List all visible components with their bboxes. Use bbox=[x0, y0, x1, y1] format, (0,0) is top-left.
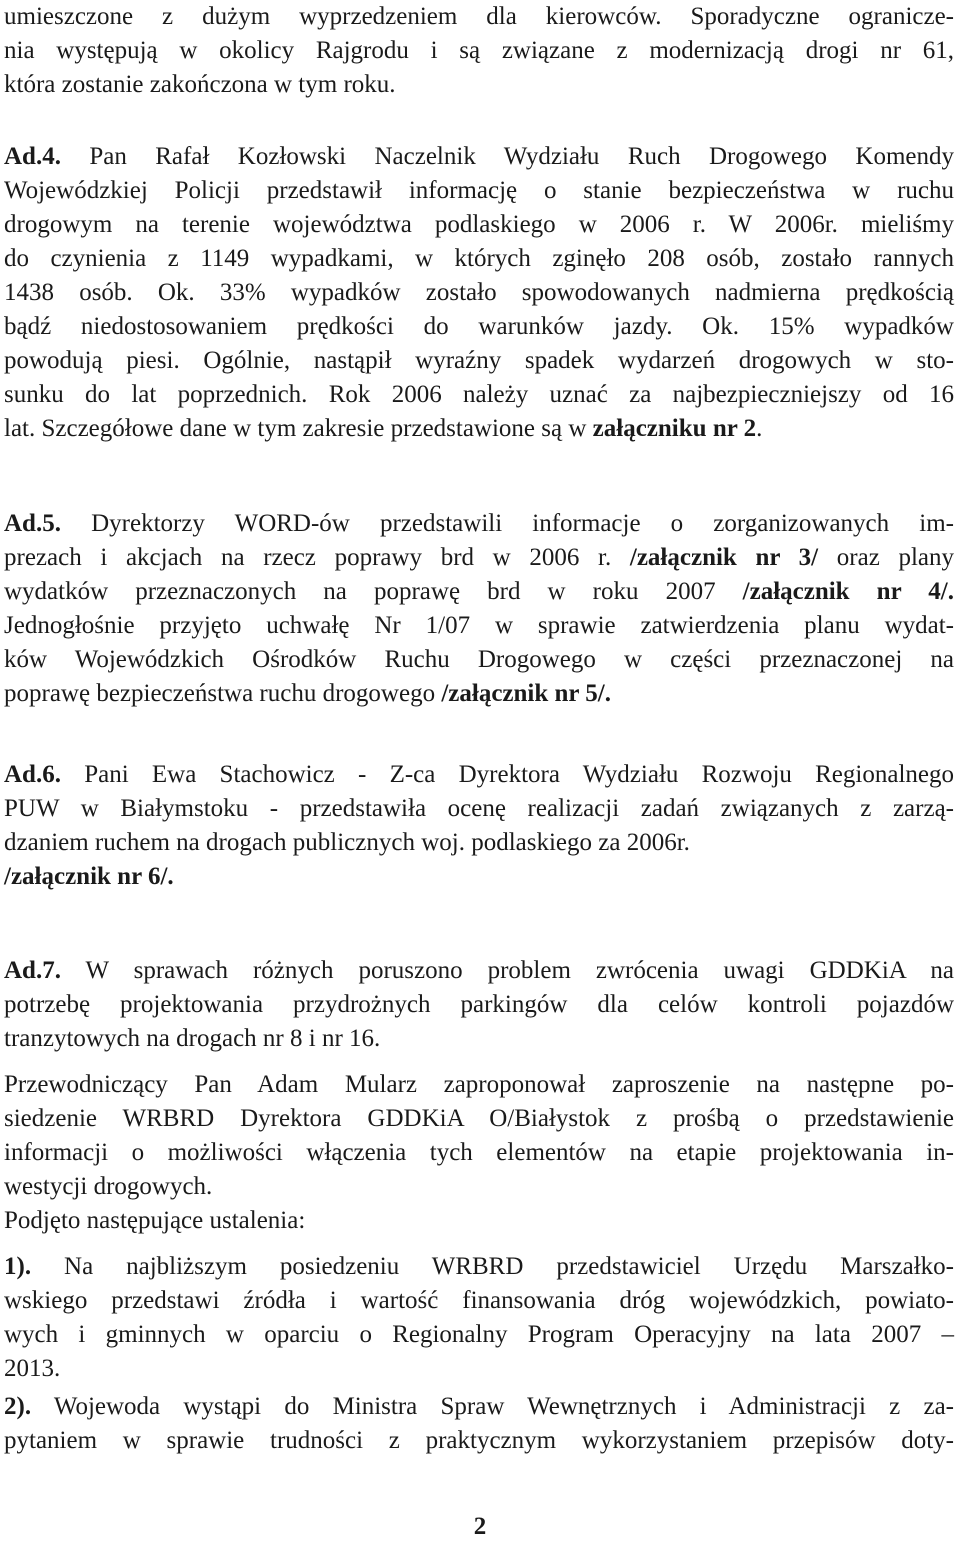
text-line bbox=[4, 1250, 954, 1284]
text-line: tranzytowych na drogach nr 8 i nr 16. bbox=[4, 1025, 381, 1052]
text-line bbox=[4, 758, 954, 792]
attachment-reference: załączniku nr 2 bbox=[592, 415, 757, 442]
text-line: Wojewódzkiej Policji przedstawił informację o stanie bezpieczeństwa w ruchu bbox=[4, 177, 954, 204]
text-line: ków Wojewódzkich Ośrodków Ruchu Drogowego w części przeznaczonej na bbox=[4, 646, 954, 673]
attachment-reference: /załącznik nr 4/. bbox=[742, 578, 954, 605]
section-label: Ad.5. bbox=[4, 510, 61, 537]
attachment-reference: /załącznik nr 6/. bbox=[4, 863, 174, 890]
text-run: Pan Rafał Kozłowski Naczelnik Wydziału Ruch Drogowego Komendy bbox=[60, 143, 954, 170]
text-line: westycji drogowych. bbox=[4, 1173, 213, 1200]
page-number: 2 bbox=[473, 1513, 487, 1540]
text-line: wych i gminnych w oparciu o Regionalny Program Operacyjny na lata 2007 – bbox=[4, 1321, 954, 1348]
text-line: Jednogłośnie przyjęto uchwałę Nr 1/07 w sprawie zatwierdzenia planu wydat- bbox=[4, 612, 954, 639]
text-line: do czynienia z 1149 wypadkami, w których zginęło 208 osób, zostało rannych bbox=[4, 245, 954, 272]
text-line bbox=[4, 507, 954, 541]
item-label: 2). bbox=[4, 1393, 32, 1420]
text-line bbox=[4, 860, 954, 894]
text-line bbox=[4, 1390, 954, 1424]
text-run: wydatków przeznaczonych na poprawę brd w roku 2007 bbox=[4, 578, 743, 605]
ad7-paragraph bbox=[4, 954, 954, 1056]
text-line: 2013. bbox=[4, 1355, 61, 1382]
text-run: Dyrektorzy WORD-ów przedstawili informacje o zorganizowanych im- bbox=[60, 510, 954, 537]
text-line bbox=[4, 954, 954, 988]
section-label: Ad.4. bbox=[4, 143, 61, 170]
text-run: Na najbliższym posiedzeniu WRBRD przedstawiciel Urzędu Marszałko- bbox=[31, 1253, 954, 1280]
text-run: prezach i akcjach na rzecz poprawy brd w 2006 r. bbox=[4, 544, 630, 571]
text-line bbox=[4, 575, 954, 609]
text-line bbox=[4, 140, 954, 174]
text-line: Przewodniczący Pan Adam Mularz zaproponował zaproszenie na następne po- bbox=[4, 1071, 954, 1098]
text-run: W sprawach różnych poruszono problem zwrócenia uwagi GDDKiA na bbox=[60, 957, 954, 984]
text-run: . bbox=[756, 415, 763, 442]
text-line: Podjęto następujące ustalenia: bbox=[4, 1207, 306, 1234]
text-line: 1438 osób. Ok. 33% wypadków zostało spowodowanych nadmierna prędkością bbox=[4, 279, 954, 306]
item-label: 1). bbox=[4, 1253, 32, 1280]
attachment-reference: /załącznik nr 5/. bbox=[441, 680, 612, 707]
text-line: drogowym na terenie województwa podlaskiego w 2006 r. W 2006r. mieliśmy bbox=[4, 211, 954, 238]
attachment-reference: /załącznik nr 3/ bbox=[629, 544, 819, 571]
chairman-paragraph bbox=[4, 1068, 954, 1238]
text-run: Wojewoda wystąpi do Ministra Spraw Wewnętrznych i Administracji z za- bbox=[31, 1393, 954, 1420]
text-run: poprawę bezpieczeństwa ruchu drogowego bbox=[4, 680, 442, 707]
text-line: sunku do lat poprzednich. Rok 2006 należy uznać za najbezpieczniejszy od 16 bbox=[4, 381, 954, 408]
text-line bbox=[4, 541, 954, 575]
text-line: informacji o możliwości włączenia tych elementów na etapie projektowania in- bbox=[4, 1139, 954, 1166]
text-line: potrzebę projektowania przydrożnych parkingów dla celów kontroli pojazdów bbox=[4, 991, 954, 1018]
text-line: powodują piesi. Ogólnie, nastąpił wyraźny spadek wydarzeń drogowych w sto- bbox=[4, 347, 954, 374]
text-line: umieszczone z dużym wyprzedzeniem dla kierowców. Sporadyczne ogranicze- bbox=[4, 3, 954, 30]
text-line bbox=[4, 412, 954, 446]
text-line: PUW w Białymstoku - przedstawiła ocenę realizacji zadań związanych z zarzą- bbox=[4, 795, 954, 822]
text-line: która zostanie zakończona w tym roku. bbox=[4, 71, 396, 98]
text-run: lat. Szczegółowe dane w tym zakresie przedstawione są w bbox=[4, 415, 593, 442]
ad5-paragraph bbox=[4, 507, 954, 711]
resolution-item-1 bbox=[4, 1250, 954, 1386]
resolution-item-2 bbox=[4, 1390, 954, 1458]
section-label: Ad.6. bbox=[4, 761, 61, 788]
section-label: Ad.7. bbox=[4, 957, 61, 984]
text-line: nia występują w okolicy Rajgrodu i są związane z modernizacją drogi nr 61, bbox=[4, 37, 954, 64]
text-line: dzaniem ruchem na drogach publicznych woj. podlaskiego za 2006r. bbox=[4, 829, 690, 856]
intro-paragraph bbox=[4, 0, 954, 102]
ad4-paragraph bbox=[4, 140, 954, 446]
text-line: pytaniem w sprawie trudności z praktycznym wykorzystaniem przepisów doty- bbox=[4, 1427, 954, 1454]
text-line: bądź niedostosowaniem prędkości do warunków jazdy. Ok. 15% wypadków bbox=[4, 313, 954, 340]
ad6-paragraph bbox=[4, 758, 954, 894]
text-line: siedzenie WRBRD Dyrektora GDDKiA O/Białystok z prośbą o przedstawienie bbox=[4, 1105, 954, 1132]
text-run: Pani Ewa Stachowicz - Z-ca Dyrektora Wydziału Rozwoju Regionalnego bbox=[60, 761, 954, 788]
text-line bbox=[4, 677, 954, 711]
text-line: wskiego przedstawi źródła i wartość finansowania dróg wojewódzkich, powiato- bbox=[4, 1287, 954, 1314]
text-run: oraz plany bbox=[818, 544, 955, 571]
